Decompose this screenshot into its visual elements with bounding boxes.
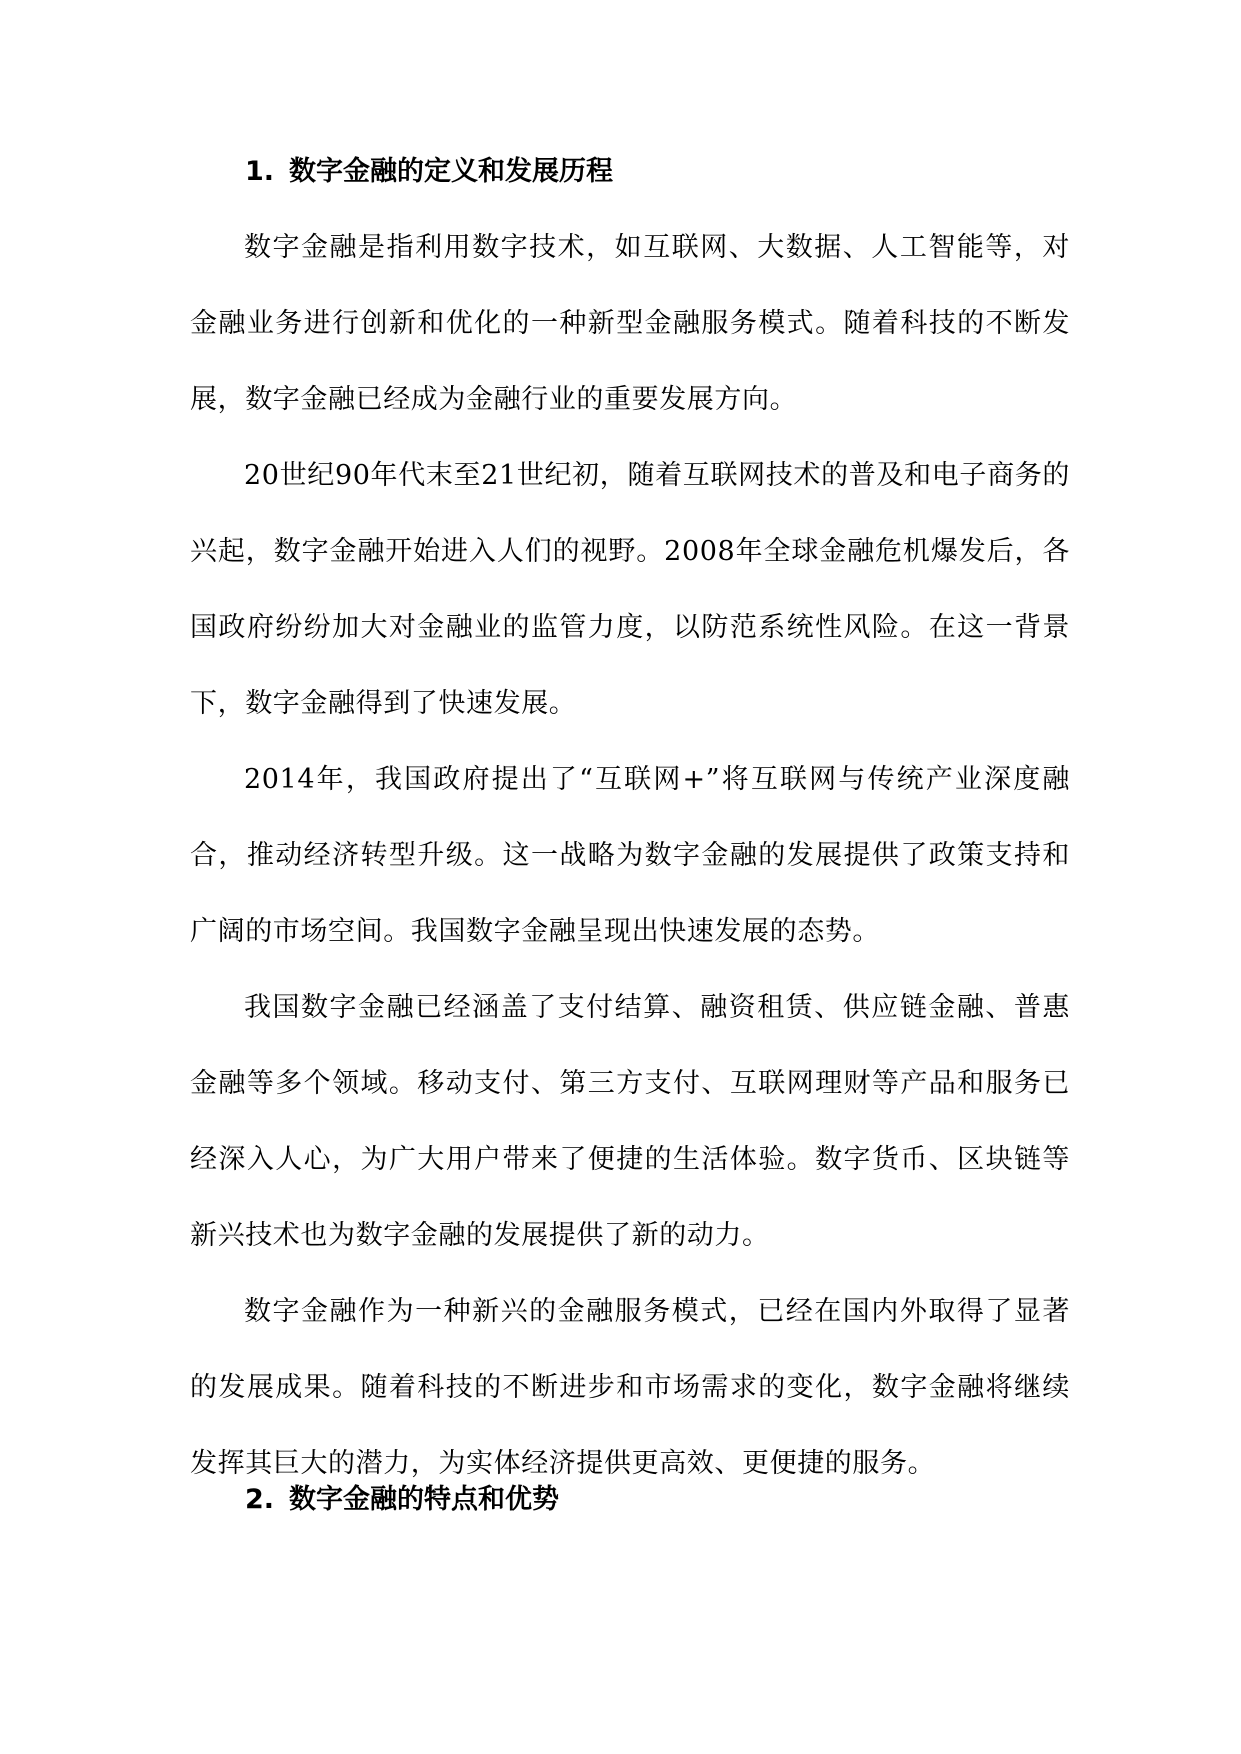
paragraph: 我国数字金融已经涵盖了支付结算、融资租赁、供应链金融、普惠金融等多个领域。移动支付、第三方支付、互联网理财等产品和服务已经深入人心，为广大用户带来了便捷的生活体验。数字货币、区块链等新兴技术也为数字金融的发展提供了新的动力。 xyxy=(190,992,1070,1251)
paragraph: 数字金融作为一种新兴的金融服务模式，已经在国内外取得了显著的发展成果。随着科技的不断进步和市场需求的变化，数字金融将继续发挥其巨大的潜力，为实体经济提供更高效、更便捷的服务。 xyxy=(190,1296,1070,1479)
section-title: 数字金融的特点和优势 xyxy=(289,1484,559,1515)
paragraph: 2014年，我国政府提出了“互联网+”将互联网与传统产业深度融合，推动经济转型升级。这一战略为数字金融的发展提供了政策支持和广阔的市场空间。我国数字金融呈现出快速发展的态势。 xyxy=(190,764,1070,947)
section-number: 1. xyxy=(245,156,275,187)
section-number: 2. xyxy=(245,1484,275,1515)
section-heading-2 xyxy=(245,1480,1085,1520)
paragraph: 数字金融是指利用数字技术，如互联网、大数据、人工智能等，对金融业务进行创新和优化的一种新型金融服务模式。随着科技的不断发展，数字金融已经成为金融行业的重要发展方向。 xyxy=(190,232,1070,415)
section-title: 数字金融的定义和发展历程 xyxy=(289,156,613,187)
paragraph: 20世纪90年代末至21世纪初，随着互联网技术的普及和电子商务的兴起，数字金融开始进入人们的视野。2008年全球金融危机爆发后，各国政府纷纷加大对金融业的监管力度，以防范系统性风险。在这一背景下，数字金融得到了快速发展。 xyxy=(190,460,1070,719)
section-heading-1 xyxy=(245,152,1085,192)
